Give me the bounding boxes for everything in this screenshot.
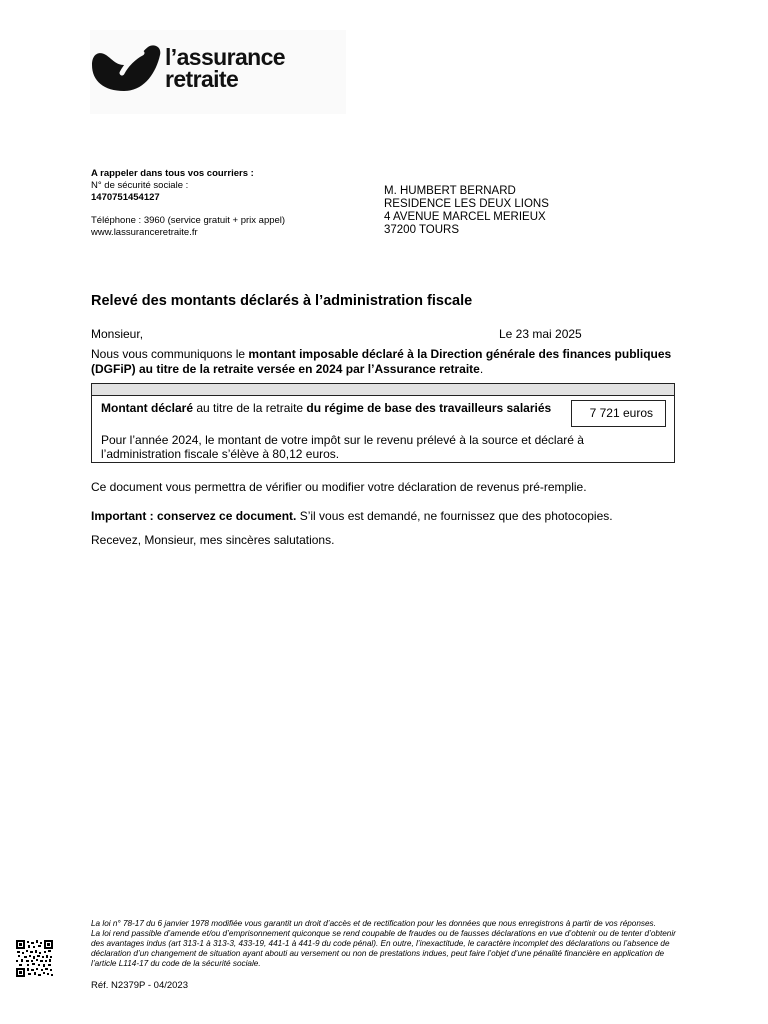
recipient-address-line-2: 4 AVENUE MARCEL MERIEUX [384,211,546,223]
social-security-number: 1470751454127 [91,192,160,203]
declared-amount-value: 7 721 euros [571,400,666,427]
document-reference: Réf. N2379P - 04/2023 [91,980,189,991]
phone-info: Téléphone : 3960 (service gratuit + prix appel) [91,215,286,226]
letter-salutation: Monsieur, [91,327,144,341]
recipient-address-line-1: RESIDENCE LES DEUX LIONS [384,198,549,210]
recipient-name: M. HUMBERT BERNARD [384,185,516,197]
letter-date: Le 23 mai 2025 [499,327,582,341]
social-security-label: N° de sécurité sociale : [91,180,189,191]
important-paragraph: Important : conservez ce document. S’il vous est demandé, ne fournissez que des photocopies. [91,509,613,523]
box-header-bar [92,384,674,396]
logo-line-1: l’assurance [165,44,285,70]
logo-mark-icon [90,43,162,95]
tax-withheld-text: Pour l’année 2024, le montant de votre impôt sur le revenu prélevé à la source et déclaré à l’administration fiscale s’élève à 80,12 euros. [101,433,584,461]
closing-paragraph: Recevez, Monsieur, mes sincères salutations. [91,533,335,547]
assurance-retraite-logo [90,30,346,114]
legal-notice [91,919,689,969]
declared-amount-box [91,383,675,463]
logo-line-2: retraite [165,66,239,92]
legal-line-2: La loi rend passible d’amende et/ou d’emprisonnement quiconque se rend coupable de fraudes ou de fausses déclarations en vue d’obtenir ou de tenter d’obtenir des avantages indus (art 313-1 à 313-3, 433-19, 441-1 à 441-9 du code pénal). En outre, l’inexactitude, le caractère incomplet des déclarations ou l’absence de déclaration d’un changement de situation ayant abouti au versement ou non de prestations indues, peut faire l’objet d’une pénalité financière en application de l’article L114-17 du code de la sécurité sociale. [91,929,676,968]
intro-paragraph: Nous vous communiquons le montant imposable déclaré à la Direction générale des finances publiques (DGFiP) au titre de la retraite versée en 2024 par l’Assurance retraite. [91,347,672,376]
website-link[interactable]: www.lassuranceretraite.fr [91,227,198,238]
legal-line-1: La loi n° 78-17 du 6 janvier 1978 modifiée vous garantit un droit d’accès et de rectification pour les données que nous enregistrons à partir de vos réponses. [91,919,656,928]
reminder-label: A rappeler dans tous vos courriers : [91,168,254,179]
reference-info-block [91,168,331,239]
letter-title: Relevé des montants déclarés à l’administration fiscale [91,293,473,309]
recipient-address [384,185,549,237]
declared-amount-label: Montant déclaré au titre de la retraite du régime de base des travailleurs salariés [101,401,552,415]
qr-code-icon [16,940,53,977]
recipient-address-line-3: 37200 TOURS [384,224,460,236]
verification-paragraph: Ce document vous permettra de vérifier ou modifier votre déclaration de revenus pré-remplie. [91,480,587,494]
